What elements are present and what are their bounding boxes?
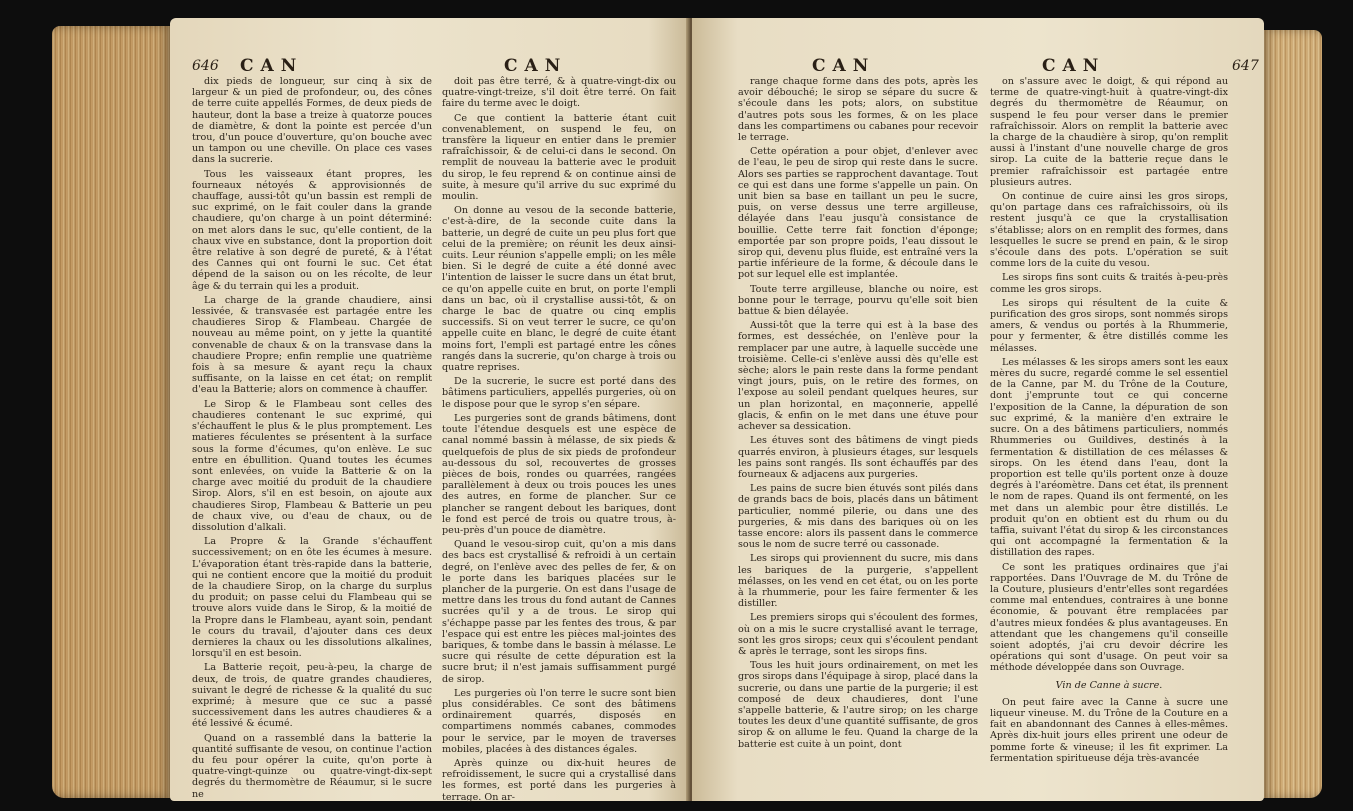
paragraph: Les premiers sirops qui s'écoulent des formes, où on a mis le sucre crystallisé avant le terrage, sont les gros sirops; ceux qui s'écoulent pendant & après le terrage, sont les sirops fins. xyxy=(738,612,978,657)
paragraph: Tous les huit jours ordinairement, on met les gros sirops dans l'équipage à sirop, placé dans la sucrerie, ou dans une partie de la purgerie; il est composé de deux chaudieres, dont l'une s'appelle batterie, & l'autre sirop; on les charge toutes les deux d'une quantité suffisante, de gros sirop & on allume le feu. Quand la charge de la batterie est cuite à un point, dont xyxy=(738,660,978,750)
right-column-1 xyxy=(738,76,978,781)
paragraph: La Batterie reçoit, peu-à-peu, la charge de deux, de trois, de quatre grandes chaudieres, suivant le degré de richesse & la qualité du suc exprimé; à mesure que ce suc a passé successivement dans les autres chaudieres & a été lessivé & écumé. xyxy=(192,662,432,730)
left-page xyxy=(170,18,690,801)
right-page xyxy=(692,18,1264,801)
left-column-1 xyxy=(192,76,432,800)
paragraph: Le Sirop & le Flambeau sont celles des chaudieres contenant le suc exprimé, qui s'échauffent le plus & le plus promptement. Les matieres féculentes se présentent à la surface sous la forme d'écumes, qu'on enlève. Le suc entre en ébullition. Quand toutes les écumes sont enlevées, on vuide la Batterie & on la charge avec moitié du produit de la chaudiere Sirop. Alors, s'il en est besoin, on ajoute aux chaudieres Sirop, Flambeau & Batterie un peu de chaux vive, ou d'eau de chaux, ou de dissolution d'alkali. xyxy=(192,398,432,533)
paragraph: Les purgeries où l'on terre le sucre sont bien plus considérables. Ce sont des bâtimens ordinairement quarrés, disposés en compartimens nommés cabanes, commodes pour le service, par le moyen de traverses mobiles, placées à des distances égales. xyxy=(442,687,676,755)
paragraph: On peut faire avec la Canne à sucre une liqueur vineuse. M. du Trône de la Couture en a fait en abandonnant des Cannes à elles-mêmes. Après dix-huit jours elles prirent une odeur de pomme forte & vineuse; il les fit exprimer. La fermentation spiritueuse déja très-avancée xyxy=(990,696,1228,764)
right-column-2 xyxy=(990,76,1228,781)
paragraph: On donne au vesou de la seconde batterie, c'est-à-dire, de la seconde cuite dans la batterie, un degré de cuite un peu plus fort que celui de la première; on réunit les deux ainsi-cuits. Leur réunion s'appelle empli; on les mêle bien. Si le degré de cuite a été donné avec l'intention de laisser le sucre dans un état brut, ce qu'on appelle cuite en brut, on porte l'empli dans un bac, où il crystallise aussi-tôt, & on charge le bac de quatre ou cinq emplis successifs. Si on veut terrer le sucre, ce qu'on appelle cuite en blanc, le degré de cuite étant moins fort, l'empli est partagé entre les cônes rangés dans la sucrerie, qu'on charge à trois ou quatre reprises. xyxy=(442,205,676,374)
paragraph: Les étuves sont des bâtimens de vingt pieds quarrés environ, à plusieurs étages, sur lesquels les pains sont rangés. Ils sont échauffés par des fourneaux & adjacens aux purgeries. xyxy=(738,435,978,480)
paragraph: Aussi-tôt que la terre qui est à la base des formes, est desséchée, on l'enlève pour la remplacer par une autre, à laquelle succède une troisième. Celle-ci s'enlève aussi dès qu'elle est sèche; alors le pain reste dans la forme pendant vingt jours, puis, on le retire des formes, on l'expose au soleil pendant quelques heures, sur un plan horizontal, en maçonnerie, appellé glacis, & enfin on le met dans une étuve pour achever sa dessication. xyxy=(738,320,978,433)
paragraph: dix pieds de longueur, sur cinq à six de largeur & un pied de profondeur, ou, des cônes de terre cuite appellés Formes, de deux pieds de hauteur, dont la base a treize à quatorze pouces de diamètre, & dont la pointe est percée d'un trou, d'un pouce d'ouverture, qu'on bouche avec un tampon ou une cheville. On place ces vases dans la sucrerie. xyxy=(192,76,432,166)
right-page-number: 647 xyxy=(1232,58,1259,74)
paragraph: Les sirops qui résultent de la cuite & purification des gros sirops, sont nommés sirops amers, & vendus ou portés à la Rhummerie, pour y fermenter, & être distillés comme les mélasses. xyxy=(990,297,1228,354)
section-subheading: Vin de Canne à sucre. xyxy=(1055,679,1163,691)
paragraph: Quand le vesou-sirop cuit, qu'on a mis dans des bacs est crystallisé & refroidi à un certain degré, on l'enlève avec des pelles de fer, & on le porte dans les bariques placées sur le plancher de la purgerie. On est dans l'usage de mettre dans les trous du fond autant de Cannes sucrées qu'il y a de trous. Le sirop qui s'échappe passe par les fentes des trous, & par l'espace qui est entre les pièces mal-jointes des bariques, & tombe dans le bassin à mélasse. Le sucre qui résulte de cette dépuration est la sucre brut; il n'est jamais suffisamment purgé de sirop. xyxy=(442,539,676,685)
paragraph: Après quinze ou dix-huit heures de refroidissement, le sucre qui a crystallisé dans les formes, est porté dans les purgeries à terrage. On ar- xyxy=(442,757,676,803)
paragraph: De la sucrerie, le sucre est porté dans des bâtimens particuliers, appellés purgeries, où on le dispose pour que le syrop s'en sépare. xyxy=(442,376,676,410)
open-book xyxy=(52,18,1322,801)
right-header-word-2: CAN xyxy=(1042,56,1106,76)
paragraph: range chaque forme dans des pots, après les avoir débouché; le sirop se sépare du sucre & s'écoule dans les pots; alors, on substitue d'autres pots sous les formes, & on les place dans les compartimens ou cabanes pour recevoir le terrage. xyxy=(738,76,978,144)
paragraph: Les purgeries sont de grands bâtimens, dont toute l'étendue desquels est une espèce de canal nommé bassin à mélasse, de six pieds & quelquefois de plus de six pieds de profondeur au-dessous du sol, recouvertes de grosses pièces de bois, rondes ou quarrées, rangées parallèlement à deux ou trois pouces les unes des autres, en forme de plancher. Sur ce plancher se rangent debout les bariques, dont le fond est percé de trois ou quatre trous, à-peu-près d'un pouce de diamètre. xyxy=(442,412,676,536)
paragraph: on s'assure avec le doigt, & qui répond au terme de quatre-vingt-huit à quatre-vingt-dix degrés du thermomètre de Réaumur, on suspend le feu pour verser dans le premier rafraîchissoir. Alors on remplit la batterie avec la charge de la chaudière à sirop, qu'on remplit aussi à l'instant d'une nouvelle charge de gros sirop. La cuite de la batterie reçue dans le premier rafraîchissoir est partagée entre plusieurs autres. xyxy=(990,76,1228,188)
paragraph: La Propre & la Grande s'échauffent successivement; on en ôte les écumes à mesure. L'évaporation étant très-rapide dans la batterie, qui ne contient encore que la moitié du produit de la chaudiere Sirop, on la charge du surplus du produit; on passe celui du Flambeau qui se trouve alors vuide dans le Sirop, & la moitié de la Propre dans le Flambeau, ayant soin, pendant le cours du travail, d'ajouter dans ces deux dernieres la chaux ou les dissolutions alkalines, lorsqu'il en est besoin. xyxy=(192,536,432,660)
left-header-word-1: CAN xyxy=(240,56,304,76)
page-edges-right xyxy=(1262,30,1322,798)
paragraph: Les pains de sucre bien étuvés sont pilés dans de grands bacs de bois, placés dans un bâtiment particulier, nommé pilerie, ou dans une des purgeries, & mis dans des bariques où on les tasse encore: alors ils passent dans le commerce sous le nom de sucre terré ou cassonade. xyxy=(738,483,978,551)
paragraph: Ce sont les pratiques ordinaires que j'ai rapportées. Dans l'Ouvrage de M. du Trône de la Couture, plusieurs d'entr'elles sont regardées comme mal entendues, contraires à une bonne économie, & pouvant être remplacées par d'autres mieux fondées & plus avantageuses. En attendant que les changemens qu'il conseille soient adoptés, j'ai cru devoir décrire les opérations qui sont d'usage. On peut voir sa méthode développée dans son Ouvrage. xyxy=(990,561,1228,674)
page-edges-left xyxy=(52,26,172,798)
paragraph: On continue de cuire ainsi les gros sirops, qu'on partage dans ces rafraîchissoirs, où ils restent jusqu'à ce que la crystallisation s'établisse; alors on en remplit des formes, dans lesquelles le sucre se prend en pain, & le sirop s'écoule dans des pots. L'opération se suit comme lors de la cuite du vesou. xyxy=(990,191,1228,270)
paragraph: Tous les vaisseaux étant propres, les fourneaux nétoyés & approvisionnés de chauffage, aussi-tôt qu'un bassin est rempli de suc exprimé, on le fait couler dans la grande chaudiere, qu'on charge à un point déterminé: on met alors dans le suc, qu'elle contient, de la chaux vive en substance, dont la proportion doit être relative à son degré de pureté, & à l'état des Cannes qui ont fourni le suc. Cet état dépend de la saison ou on les récolte, de leur âge & du terrain qui les a produit. xyxy=(192,168,432,292)
right-header-word-1: CAN xyxy=(812,56,876,76)
paragraph: doit pas être terré, & à quatre-vingt-dix ou quatre-vingt-treize, s'il doit être terré. On fait faire du terme avec le doigt. xyxy=(442,76,676,110)
paragraph: Ce que contient la batterie étant cuit convenablement, on suspend le feu, on transfère la liqueur en entier dans le premier rafraîchissoir, & de celui-ci dans le second. On remplit de nouveau la batterie avec le produit du sirop, le feu reprend & on continue ainsi de suite, à mesure qu'il arrive du suc exprimé du moulin. xyxy=(442,112,676,203)
paragraph: Quand on a rassemblé dans la batterie la quantité suffisante de vesou, on continue l'action du feu pour opérer la cuite, qu'on porte à quatre-vingt-quinze ou quatre-vingt-dix-sept degrés du thermomètre de Réaumur, si le sucre ne xyxy=(192,732,432,800)
paragraph: Les sirops qui proviennent du sucre, mis dans les bariques de la purgerie, s'appellent mélasses, on les vend en cet état, ou on les porte à la rhummerie, pour les faire fermenter & les distiller. xyxy=(738,553,978,610)
paragraph: Toute terre argilleuse, blanche ou noire, est bonne pour le terrage, pourvu qu'elle soit bien battue & bien délayée. xyxy=(738,283,978,318)
left-page-number: 646 xyxy=(192,58,219,74)
paragraph: Les mélasses & les sirops amers sont les eaux mères du sucre, regardé comme le sel essentiel de la Canne, par M. du Trône de la Couture, dont j'emprunte tout ce qui concerne l'exposition de la Canne, la dépuration de son suc exprimé, & la manière d'en extraire le sucre. On a des bâtimens particuliers, nommés Rhummeries ou Guildives, destinés à la fermentation & distillation de ces mélasses & sirops. On les étend dans l'eau, dont la proportion est telle qu'ils portent onze à douze degrés à l'aréomètre. Dans cet état, ils prennent le nom de rapes. Quand ils ont fermenté, on les met dans un alembic pour être distillés. Le produit qu'on en obtient est du rhum ou du taffia, suivant l'état du sirop & les circonstances qui ont accompagné la fermentation & la distillation des rapes. xyxy=(990,356,1228,559)
paragraph: Les sirops fins sont cuits & traités à-peu-près comme les gros sirops. xyxy=(990,272,1228,295)
paragraph: La charge de la grande chaudiere, ainsi lessivée, & transvasée est partagée entre les chaudieres Sirop & Flambeau. Chargée de nouveau au même point, on y jette la quantité convenable de chaux & on la transvase dans la chaudiere Propre; enfin remplie une quatrième fois à sa mesure & ayant reçu la chaux suffisante, on la laisse en cet état; on remplit d'eau la Batterie; alors on commence à chauffer. xyxy=(192,294,432,396)
paragraph: Cette opération a pour objet, d'enlever avec de l'eau, le peu de sirop qui reste dans le sucre. Alors ses parties se rapprochent davantage. Tout ce qui est dans une forme s'appelle un pain. On unit bien sa base en taillant un peu le sucre, puis, on verse dessus une terre argilleuse, délayée dans l'eau jusqu'à consistance de bouillie. Cette terre fait fonction d'éponge; emportée par son propre poids, l'eau dissout le sirop qui, devenu plus fluide, est entraîné vers la partie inférieure de la forme, & découle dans le pot sur lequel elle est implantée. xyxy=(738,146,978,281)
left-header-word-2: CAN xyxy=(504,56,568,76)
left-column-2 xyxy=(442,76,676,803)
